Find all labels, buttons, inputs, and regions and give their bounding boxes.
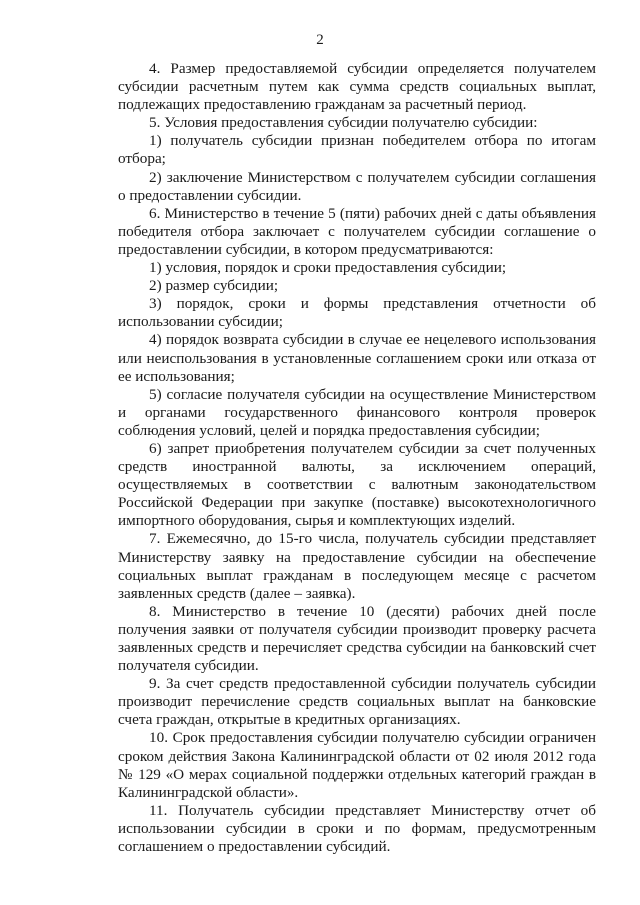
paragraph-6-item-3: 3) порядок, сроки и формы представления отчетности об использовании субсидии;: [118, 295, 596, 331]
document-body: [118, 60, 596, 856]
paragraph-7: 7. Ежемесячно, до 15-го числа, получатель субсидии представляет Министерству заявку на предоставление субсидии на обеспечение социальных выплат гражданам в последующем месяце с расчетом заявленных средств (далее – заявка).: [118, 530, 596, 602]
paragraph-5-item-1: 1) получатель субсидии признан победителем отбора по итогам отбора;: [118, 132, 596, 168]
paragraph-11: 11. Получатель субсидии представляет Министерству отчет об использовании субсидии в сроки и по формам, предусмотренным соглашением о предоставлении субсидий.: [118, 801, 596, 856]
paragraph-6-item-4: 4) порядок возврата субсидии в случае ее нецелевого использования или неиспользования в установленные соглашением сроки или отказа от ее использования;: [118, 331, 596, 385]
paragraph-9: 9. За счет средств предоставленной субсидии получатель субсидии производит перечисление средств социальных выплат на банковские счета граждан, открытые в кредитных организациях.: [118, 675, 596, 729]
paragraph-6-item-5: 5) согласие получателя субсидии на осуществление Министерством и органами государственного финансового контроля проверок соблюдения условий, целей и порядка предоставления субсидии;: [118, 385, 596, 439]
paragraph-6: 6. Министерство в течение 5 (пяти) рабочих дней с даты объявления победителя отбора заключает с получателем субсидии соглашение о предоставлении субсидии, в котором предусматриваются:: [118, 204, 596, 258]
paragraph-6-item-6: 6) запрет приобретения получателем субсидии за счет полученных средств иностранной валюты, за исключением операций, осуществляемых в соответствии с валютным законодательством Российской Федерации при закупке (поставке) высокотехнологичного импортного оборудования, сырья и комплектующих изделий.: [118, 439, 596, 530]
page-number: 2: [316, 32, 324, 48]
paragraph-10: 10. Срок предоставления субсидии получателю субсидии ограничен сроком действия Закона Калининградской области от 02 июля 2012 года № 129 «О мерах социальной поддержки отдельных категорий граждан в Калининградской области».: [118, 729, 596, 801]
paragraph-5-item-2: 2) заключение Министерством с получателем субсидии соглашения о предоставлении субсидии.: [118, 168, 596, 204]
paragraph-4: 4. Размер предоставляемой субсидии определяется получателем субсидии расчетным путем как сумма средств социальных выплат, подлежащих предоставлению гражданам за расчетный период.: [118, 60, 596, 114]
paragraph-8: 8. Министерство в течение 10 (десяти) рабочих дней после получения заявки от получателя субсидии производит проверку расчета заявленных средств и перечисляет средства субсидии на банковский счет получателя субсидии.: [118, 602, 596, 675]
paragraph-6-item-2: 2) размер субсидии;: [149, 277, 279, 295]
paragraph-6-item-1: 1) условия, порядок и сроки предоставления субсидии;: [149, 259, 507, 277]
paragraph-5: 5. Условия предоставления субсидии получателю субсидии:: [149, 114, 538, 132]
